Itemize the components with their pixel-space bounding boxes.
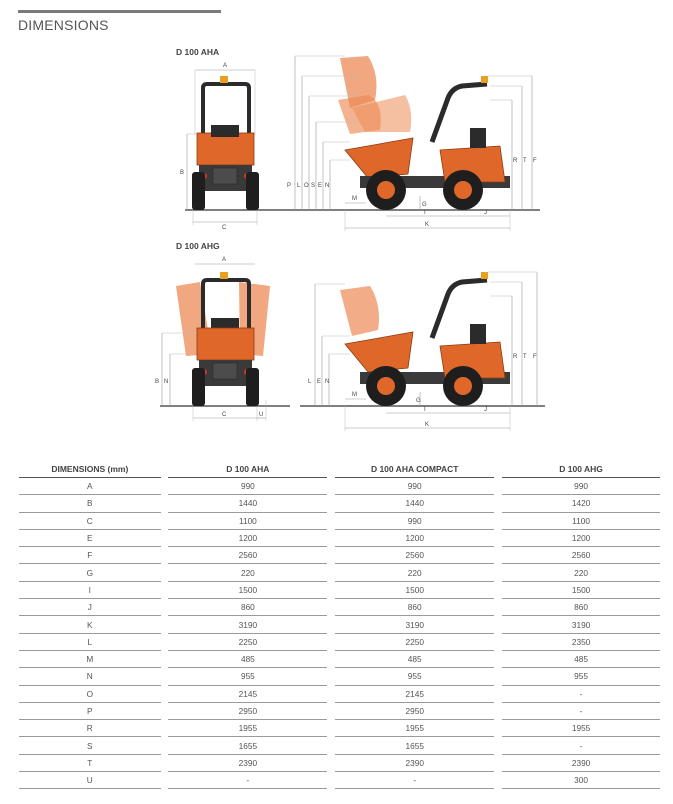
- dim-letter: O: [304, 183, 309, 189]
- ahg-front-view: [155, 257, 290, 421]
- table-row: [19, 772, 660, 789]
- dim-letter: P: [287, 183, 292, 189]
- table-row: [19, 478, 660, 495]
- dim-letter: S: [311, 183, 316, 189]
- dimension-value-cell: 1955: [502, 720, 660, 737]
- dimension-value-cell: 1655: [168, 737, 327, 754]
- table-row: [19, 547, 660, 564]
- dimension-value-cell: 955: [335, 668, 494, 685]
- dimension-letter-cell: L: [19, 633, 161, 650]
- table-row: [19, 564, 660, 581]
- dimension-letter-cell: R: [19, 720, 161, 737]
- dimension-letter-cell: M: [19, 650, 161, 667]
- dimension-value-cell: -: [335, 772, 494, 789]
- dimension-value-cell: 1440: [168, 495, 327, 512]
- dimensions-table: [19, 460, 660, 789]
- dimension-value-cell: 3190: [168, 616, 327, 633]
- dimension-value-cell: 1200: [168, 529, 327, 546]
- dimension-value-cell: 860: [168, 599, 327, 616]
- table-row: [19, 685, 660, 702]
- dimension-value-cell: 990: [502, 478, 660, 495]
- dimension-value-cell: 955: [168, 668, 327, 685]
- table-row: [19, 616, 660, 633]
- column-header: D 100 AHG: [502, 460, 660, 478]
- column-header: D 100 AHA COMPACT: [335, 460, 494, 478]
- table-row: [19, 737, 660, 754]
- dimension-value-cell: 2390: [168, 754, 327, 771]
- dim-letter: R: [513, 354, 518, 360]
- dim-letter: J: [484, 407, 487, 413]
- table-row: [19, 702, 660, 719]
- dimension-letter-cell: B: [19, 495, 161, 512]
- dimension-value-cell: 2250: [335, 633, 494, 650]
- dimension-value-cell: 1100: [168, 512, 327, 529]
- dimension-letter-cell: E: [19, 529, 161, 546]
- dimension-value-cell: 1200: [502, 529, 660, 546]
- dim-letter: R: [513, 158, 518, 164]
- dim-letter: M: [352, 196, 357, 202]
- dimension-value-cell: 1655: [335, 737, 494, 754]
- table-row: [19, 668, 660, 685]
- table-header-row: [19, 460, 660, 478]
- table-row: [19, 720, 660, 737]
- dim-letter: E: [317, 379, 322, 385]
- dimension-value-cell: 300: [502, 772, 660, 789]
- dim-letter: L: [308, 379, 312, 385]
- dimension-letter-cell: T: [19, 754, 161, 771]
- dimension-value-cell: 2145: [335, 685, 494, 702]
- dim-letter: T: [523, 354, 527, 360]
- dimension-value-cell: 1500: [335, 581, 494, 598]
- table-row: [19, 633, 660, 650]
- dimension-value-cell: 2560: [168, 547, 327, 564]
- dimension-value-cell: 990: [335, 512, 494, 529]
- dimension-value-cell: 1955: [168, 720, 327, 737]
- dim-letter: F: [533, 158, 537, 164]
- dimension-value-cell: 3190: [502, 616, 660, 633]
- dimension-value-cell: 1100: [502, 512, 660, 529]
- table-row: [19, 529, 660, 546]
- dimension-value-cell: 485: [168, 650, 327, 667]
- dim-letter: J: [484, 210, 487, 216]
- dimension-value-cell: 2350: [502, 633, 660, 650]
- dim-letter: K: [425, 422, 430, 428]
- dimension-value-cell: 220: [335, 564, 494, 581]
- dim-letter: U: [259, 412, 264, 418]
- dim-letter: A: [222, 257, 227, 263]
- dimension-value-cell: 860: [502, 599, 660, 616]
- dimension-letter-cell: J: [19, 599, 161, 616]
- dimension-value-cell: -: [168, 772, 327, 789]
- dimension-value-cell: 1440: [335, 495, 494, 512]
- dimension-value-cell: 1500: [502, 581, 660, 598]
- dim-letter: K: [425, 222, 430, 228]
- dim-letter: T: [523, 158, 527, 164]
- table-row: [19, 495, 660, 512]
- dimension-value-cell: 2145: [168, 685, 327, 702]
- dim-letter: E: [318, 183, 323, 189]
- dimension-value-cell: 990: [335, 478, 494, 495]
- ahg-side-view: [300, 272, 545, 431]
- dim-letter: N: [164, 379, 169, 385]
- column-header: DIMENSIONS (mm): [19, 460, 161, 478]
- dimension-letter-cell: G: [19, 564, 161, 581]
- dim-letter: G: [422, 202, 427, 208]
- table-row: [19, 650, 660, 667]
- dimension-value-cell: 3190: [335, 616, 494, 633]
- table-row: [19, 581, 660, 598]
- aha-front-view: [180, 63, 290, 231]
- dimension-letter-cell: U: [19, 772, 161, 789]
- dimension-value-cell: 2250: [168, 633, 327, 650]
- dim-letter: M: [352, 392, 357, 398]
- dimension-value-cell: 220: [502, 564, 660, 581]
- dim-letter: I: [424, 407, 426, 413]
- table-row: [19, 599, 660, 616]
- dimension-value-cell: 1955: [335, 720, 494, 737]
- dimension-value-cell: 485: [335, 650, 494, 667]
- dimension-value-cell: -: [502, 702, 660, 719]
- dimension-value-cell: 2560: [502, 547, 660, 564]
- dimension-letter-cell: N: [19, 668, 161, 685]
- dimension-letter-cell: C: [19, 512, 161, 529]
- dimension-letter-cell: I: [19, 581, 161, 598]
- dimension-value-cell: 990: [168, 478, 327, 495]
- dim-letter: N: [325, 183, 330, 189]
- column-header: D 100 AHA: [168, 460, 327, 478]
- dimension-value-cell: 1420: [502, 495, 660, 512]
- dimension-value-cell: -: [502, 685, 660, 702]
- aha-side-view: [287, 56, 540, 231]
- dim-letter: C: [222, 412, 227, 418]
- dim-letter: B: [180, 170, 185, 176]
- dimension-value-cell: 1200: [335, 529, 494, 546]
- dim-letter: L: [297, 183, 301, 189]
- dim-letter: C: [222, 225, 227, 231]
- dimension-value-cell: 2950: [168, 702, 327, 719]
- dimension-letter-cell: S: [19, 737, 161, 754]
- table-row: [19, 512, 660, 529]
- dimension-value-cell: 2950: [335, 702, 494, 719]
- dim-letter: N: [325, 379, 330, 385]
- dim-letter: B: [155, 379, 160, 385]
- dimension-letter-cell: A: [19, 478, 161, 495]
- dimension-value-cell: 2560: [335, 547, 494, 564]
- dimension-value-cell: 485: [502, 650, 660, 667]
- dimension-value-cell: 860: [335, 599, 494, 616]
- model-label-aha: D 100 AHA: [176, 47, 220, 57]
- dimension-letter-cell: K: [19, 616, 161, 633]
- dim-letter: I: [424, 210, 426, 216]
- dimension-value-cell: 2390: [502, 754, 660, 771]
- dimension-value-cell: 2390: [335, 754, 494, 771]
- model-label-ahg: D 100 AHG: [176, 241, 220, 251]
- dim-letter: F: [533, 354, 537, 360]
- dim-letter: A: [223, 63, 228, 69]
- dim-letter: G: [416, 398, 421, 404]
- table-body: [19, 478, 660, 789]
- dimension-letter-cell: F: [19, 547, 161, 564]
- dimension-letter-cell: P: [19, 702, 161, 719]
- dimension-value-cell: 220: [168, 564, 327, 581]
- dimension-letter-cell: O: [19, 685, 161, 702]
- dimension-value-cell: -: [502, 737, 660, 754]
- dimension-value-cell: 1500: [168, 581, 327, 598]
- page-title: DIMENSIONS: [18, 17, 109, 33]
- table-row: [19, 754, 660, 771]
- dimension-value-cell: 955: [502, 668, 660, 685]
